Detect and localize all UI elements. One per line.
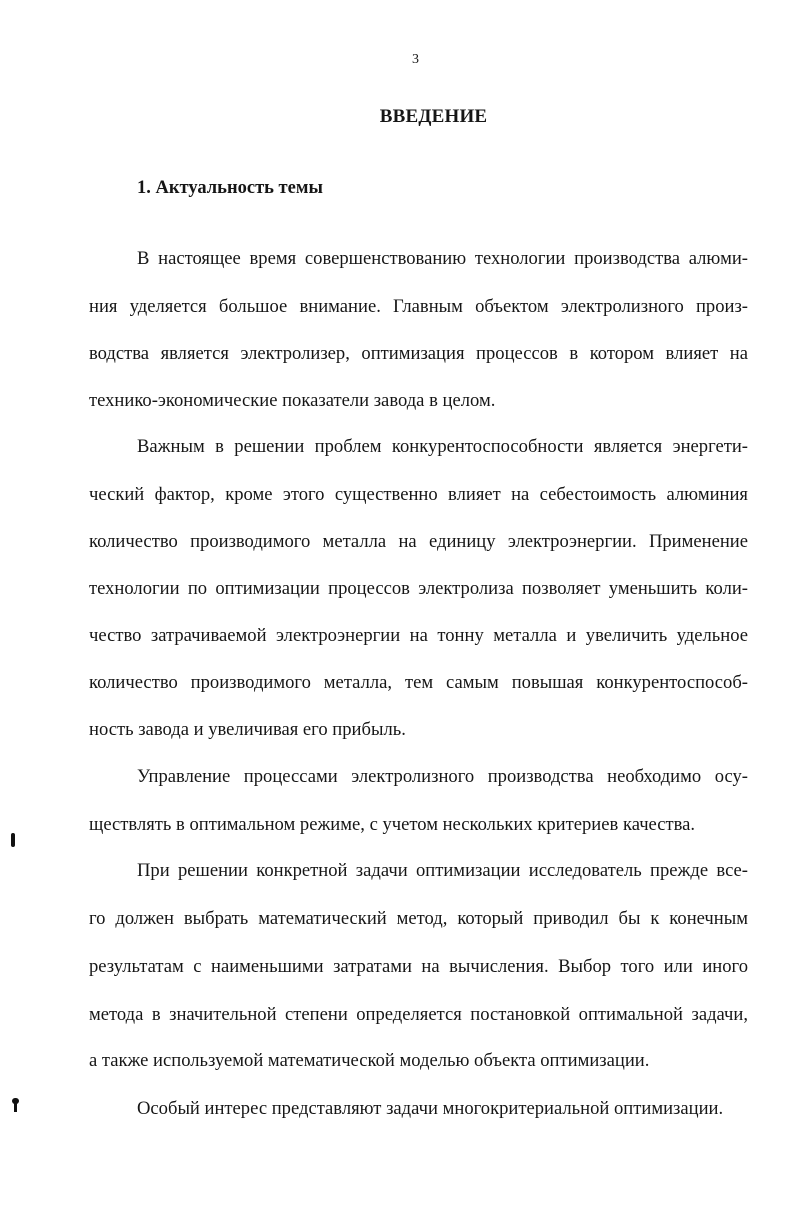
text-line: технико-экономические показатели завода в целом.	[89, 390, 496, 411]
text-line: ния уделяется большое внимание. Главным объектом электролизного произ-	[89, 296, 748, 317]
chapter-title: ВВЕДЕНИЕ	[379, 106, 488, 127]
text-line: ность завода и увеличивая его прибыль.	[89, 719, 406, 740]
text-line: количество производимого металла, тем самым повышая конкурентоспособ-	[89, 672, 748, 693]
text-line: Важным в решении проблем конкурентоспособности является энергети-	[137, 436, 748, 457]
scan-mark	[11, 833, 15, 847]
text-line: количество производимого металла на единицу электроэнергии. Применение	[89, 531, 748, 552]
section-title: 1. Актуальность темы	[137, 178, 323, 198]
text-line: ческий фактор, кроме этого существенно влияет на себестоимость алюминия	[89, 484, 748, 505]
text-line: технологии по оптимизации процессов электролиза позволяет уменьшить коли-	[89, 578, 748, 599]
text-line: а также используемой математической моделью объекта оптимизации.	[89, 1050, 650, 1071]
page-number: 3	[412, 52, 419, 67]
text-line: метода в значительной степени определяется постановкой оптимальной задачи,	[89, 1004, 748, 1025]
text-line: Управление процессами электролизного производства необходимо осу-	[137, 766, 748, 787]
text-line: ществлять в оптимальном режиме, с учетом нескольких критериев качества.	[89, 814, 696, 835]
text-line: При решении конкретной задачи оптимизации исследователь прежде все-	[137, 860, 748, 881]
text-line: В настоящее время совершенствованию технологии производства алюми-	[137, 248, 748, 269]
text-line: чество затрачиваемой электроэнергии на тонну металла и увеличить удельное	[89, 625, 748, 646]
text-line: водства является электролизер, оптимизация процессов в котором влияет на	[89, 343, 748, 364]
text-line: результатам с наименьшими затратами на вычисления. Выбор того или иного	[89, 956, 748, 977]
text-line: Особый интерес представляют задачи многокритериальной оптимизации.	[137, 1098, 724, 1119]
text-line: го должен выбрать математический метод, который приводил бы к конечным	[89, 908, 748, 929]
scan-mark	[14, 1103, 17, 1112]
